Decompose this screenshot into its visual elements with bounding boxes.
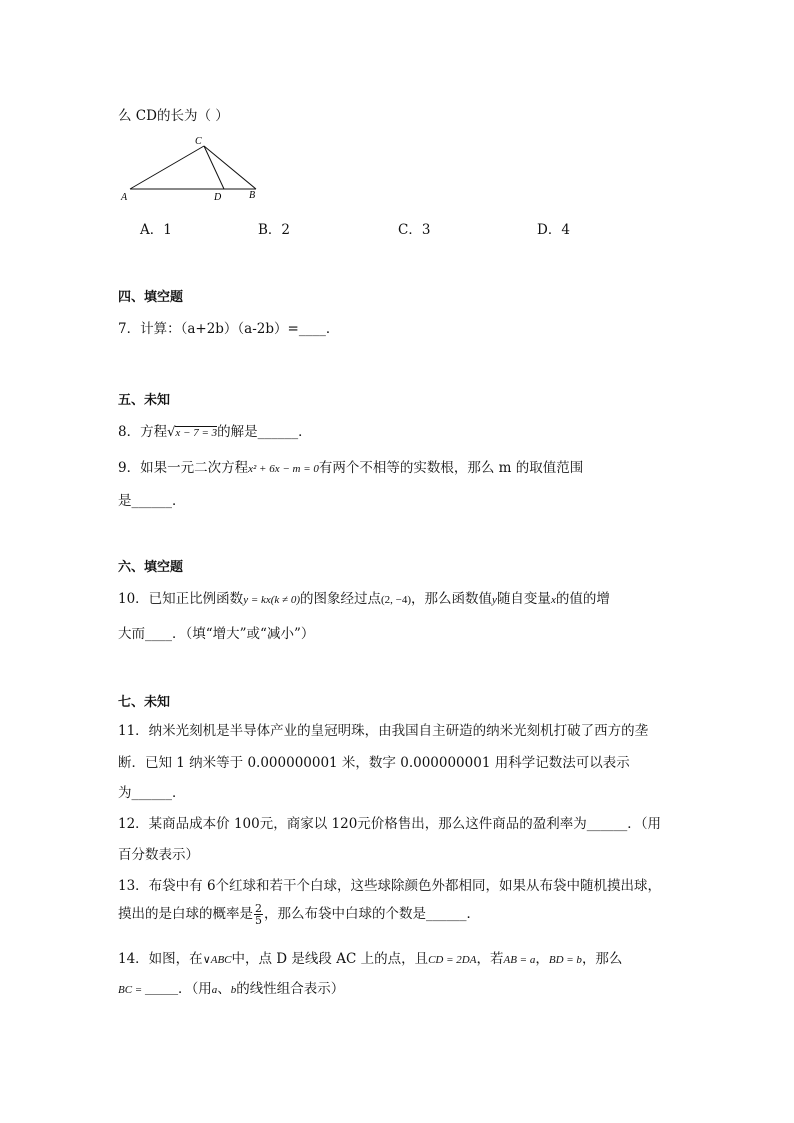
- fraction-numerator: 2: [255, 902, 262, 915]
- q14-cd-eq: CD = 2DA: [428, 954, 477, 966]
- q10-mid: 的图象经过点: [300, 591, 382, 607]
- q9-suffix: 有两个不相等的实数根，那么 m 的取值范围: [318, 460, 584, 476]
- q9-equation: x² + 6x − m = 0: [248, 463, 319, 475]
- q8-equation: x − 7 = 3: [175, 427, 218, 439]
- q10-mid3: 随自变量: [496, 591, 551, 607]
- q10-prefix: 10．已知正比例函数: [118, 591, 244, 607]
- question-11-line3: 为______．: [118, 785, 186, 801]
- vector-bc: BC = ______: [118, 984, 178, 996]
- q14-part-c: ，若: [476, 951, 504, 967]
- question-11-line1: 11．纳米光刻机是半导体产业的皇冠明珠，由我国自主研造的纳米光刻机打破了西方的垄: [118, 723, 649, 739]
- option-b: B．2: [258, 222, 291, 238]
- q14-part-d: ，那么: [581, 951, 623, 967]
- q8-suffix: 的解是______．: [217, 424, 312, 440]
- q9-prefix: 9．如果一元二次方程: [118, 460, 249, 476]
- segment-cd: [204, 146, 224, 189]
- question-10: [118, 587, 610, 607]
- question-9: [118, 456, 583, 476]
- q6-tail-text: 么 CD的长为（ ）: [118, 108, 229, 124]
- fraction-denominator: 5: [255, 914, 262, 927]
- question-13-line2: [118, 902, 480, 926]
- q14-part-a: 14．如图，在: [118, 951, 203, 967]
- vector-bd: BD = b: [548, 954, 582, 966]
- section-heading-4: 四、填空题: [118, 290, 184, 305]
- q10-x: x: [550, 594, 556, 606]
- vector-a: a: [211, 984, 218, 996]
- section-heading-7: 七、未知: [118, 695, 171, 710]
- option-c: C．3: [398, 222, 431, 238]
- q10-point: (2, −4): [381, 594, 412, 606]
- triangle-figure: [118, 132, 268, 204]
- q10-suffix: 的值的增: [555, 591, 610, 607]
- question-11-line2: 断．已知 1 纳米等于 0.000000001 米，数字 0.000000001 用科学记数法可以表示: [118, 755, 630, 771]
- section-heading-5: 五、未知: [118, 393, 171, 408]
- q8-prefix: 8．方程: [118, 424, 168, 440]
- q14-dot: 、: [217, 981, 231, 997]
- q14-part-b: 中，点 D 是线段 AC 上的点，且: [231, 951, 429, 967]
- label-b: B: [249, 190, 256, 201]
- label-c: C: [195, 136, 202, 147]
- section-heading-6: 六、填空题: [118, 560, 184, 575]
- vector-ab: AB = a: [503, 954, 536, 966]
- q14-part-f: 的线性组合表示）: [236, 981, 345, 997]
- question-10-line2: 大而____．（填“增大”或“减小”）: [118, 626, 315, 642]
- q14-triangle: ∨ABC: [202, 954, 232, 966]
- q13-suffix: ，那么布袋中白球的个数是______．: [264, 906, 480, 922]
- q13-prefix: 摸出的是白球的概率是: [118, 906, 253, 922]
- side-cb: [204, 146, 256, 189]
- q14-part-e: ．（用: [177, 981, 212, 997]
- q10-function: y = kx(k ≠ 0): [243, 594, 301, 606]
- option-a: A．1: [140, 222, 172, 238]
- label-a: A: [121, 192, 128, 203]
- question-12-line1: 12．某商品成本价 100元，商家以 120元价格售出，那么这件商品的盈利率为______．（用: [118, 816, 662, 832]
- q10-y: y: [492, 594, 497, 606]
- question-9-line2: 是______．: [118, 493, 186, 509]
- option-d: D．4: [537, 222, 570, 238]
- question-14-line1: [118, 947, 622, 967]
- q14-sep: ，: [535, 951, 549, 967]
- question-13-line1: 13．布袋中有 6个红球和若干个白球，这些球除颜色外都相同，如果从布袋中随机摸出球，: [118, 878, 662, 894]
- question-8: [118, 420, 312, 440]
- side-ac: [130, 146, 204, 189]
- probability-fraction: [254, 903, 263, 926]
- question-14-line2: [118, 977, 344, 997]
- question-7: 7．计算：（a+2b）（a-2b）=____．: [118, 321, 340, 337]
- vector-b: b: [230, 984, 237, 996]
- sqrt-expression: √x − 7 = 3: [167, 425, 218, 440]
- question-12-line2: 百分数表示）: [118, 847, 199, 863]
- label-d: D: [214, 192, 222, 203]
- q10-mid2: ，那么函数值: [411, 591, 493, 607]
